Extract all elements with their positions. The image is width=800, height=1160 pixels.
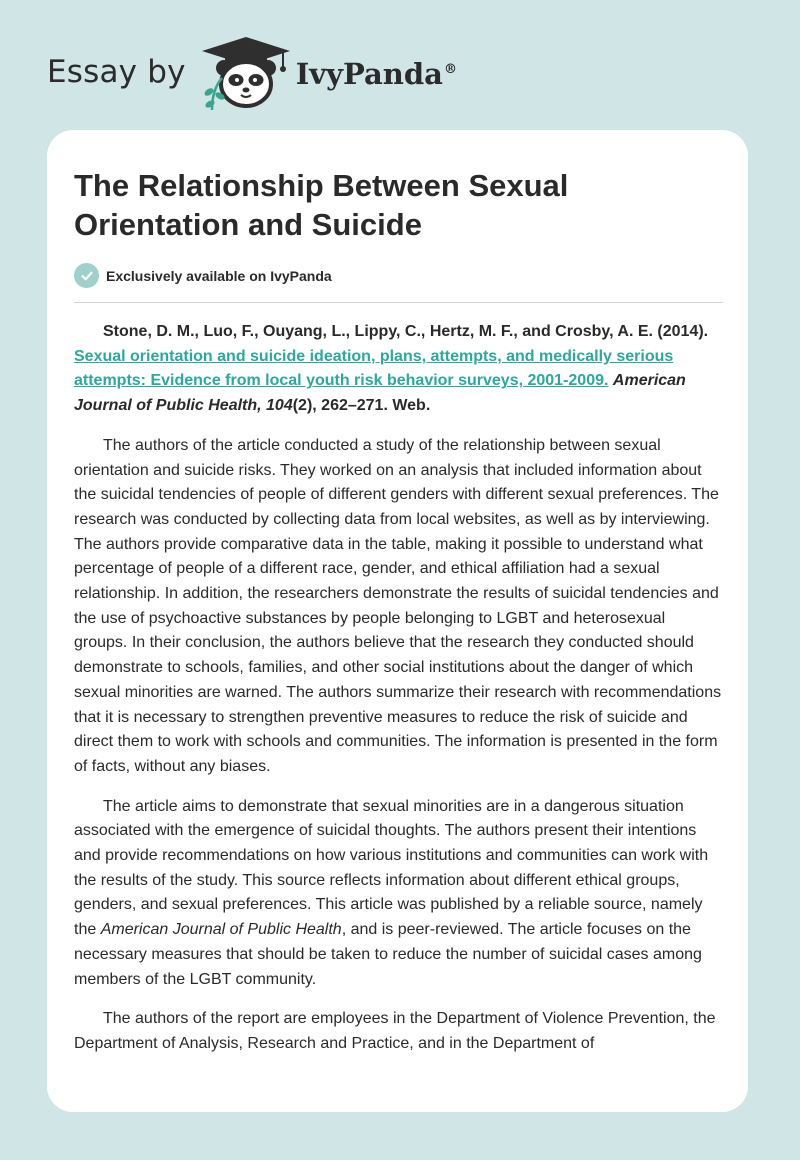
- divider: [74, 302, 723, 303]
- content-fade: [47, 1052, 748, 1112]
- brand-name: IvyPanda®: [295, 57, 457, 91]
- citation-authors: Stone, D. M., Luo, F., Ouyang, L., Lippy, C., Hertz, M. F., and Crosby, A. E. (2014).: [103, 323, 709, 340]
- citation: [74, 320, 723, 419]
- paragraph: The authors of the article conducted a study of the relationship between sexual orientation and suicide risks. They worked on an analysis that included information about the suicidal tendencies of people of different genders with different sexual preferences. The research was conducted by collecting data from local websites, as well as by interviewing. The authors provide comparative data in the table, making it possible to understand what percentage of people of a different race, gender, and ethical affiliation had a sexual relationship. In addition, the researchers demonstrate the results of suicidal tendencies and the use of psychoactive substances by people belonging to LGBT and heterosexual groups. In their conclusion, the authors believe that the research they conducted should demonstrate to schools, families, and other social institutions about the danger of which sexual minorities are warned. The authors summarize their research with recommendations that it is necessary to strengthen preventive measures to reduce the risk of suicide and direct them to work with schools and communities. The information is presented in the form of facts, without any biases.: [74, 436, 722, 775]
- essay-card: [47, 130, 748, 1112]
- registered-mark: ®: [443, 62, 457, 78]
- citation-link[interactable]: Sexual orientation and suicide ideation, plans, attempts, and medically serious attempts: Evidence from local youth risk behavior surveys, 2001-2009.: [74, 347, 674, 390]
- essay-title: The Relationship Between Sexual Orientation and Suicide: [74, 168, 569, 242]
- paragraph: The article aims to demonstrate that sexual minorities are in a dangerous situation associated with the emergence of suicidal thoughts. The authors present their intentions and provide recommendations on how various institutions and communities can work with the results of the study. This source reflects information about different ethical groups, genders, and sexual preferences. This article was published by a reliable source, namely the American Journal of Public Health, and is peer-reviewed. The article focuses on the necessary measures that should be taken to reduce the number of suicidal cases among members of the LGBT community.: [74, 797, 709, 988]
- citation-issue: (2), 262–271. Web.: [292, 397, 431, 415]
- panda-logo-icon: [200, 34, 292, 110]
- brand-header[interactable]: [47, 34, 457, 110]
- paragraph: The authors of the report are employees in the Department of Violence Prevention, the Department of Analysis, Research and Practice, and in the Department of: [74, 1010, 716, 1052]
- citation-journal: American Journal of Public Health, 104: [74, 372, 686, 415]
- exclusive-badge-text: Exclusively available on IvyPanda: [106, 267, 332, 284]
- check-circle-icon: [74, 263, 99, 288]
- essay-body: [74, 320, 723, 1072]
- brand-prefix: Essay by: [47, 54, 186, 90]
- exclusive-badge: [74, 263, 332, 288]
- journal-name: American Journal of Public Health: [100, 921, 342, 939]
